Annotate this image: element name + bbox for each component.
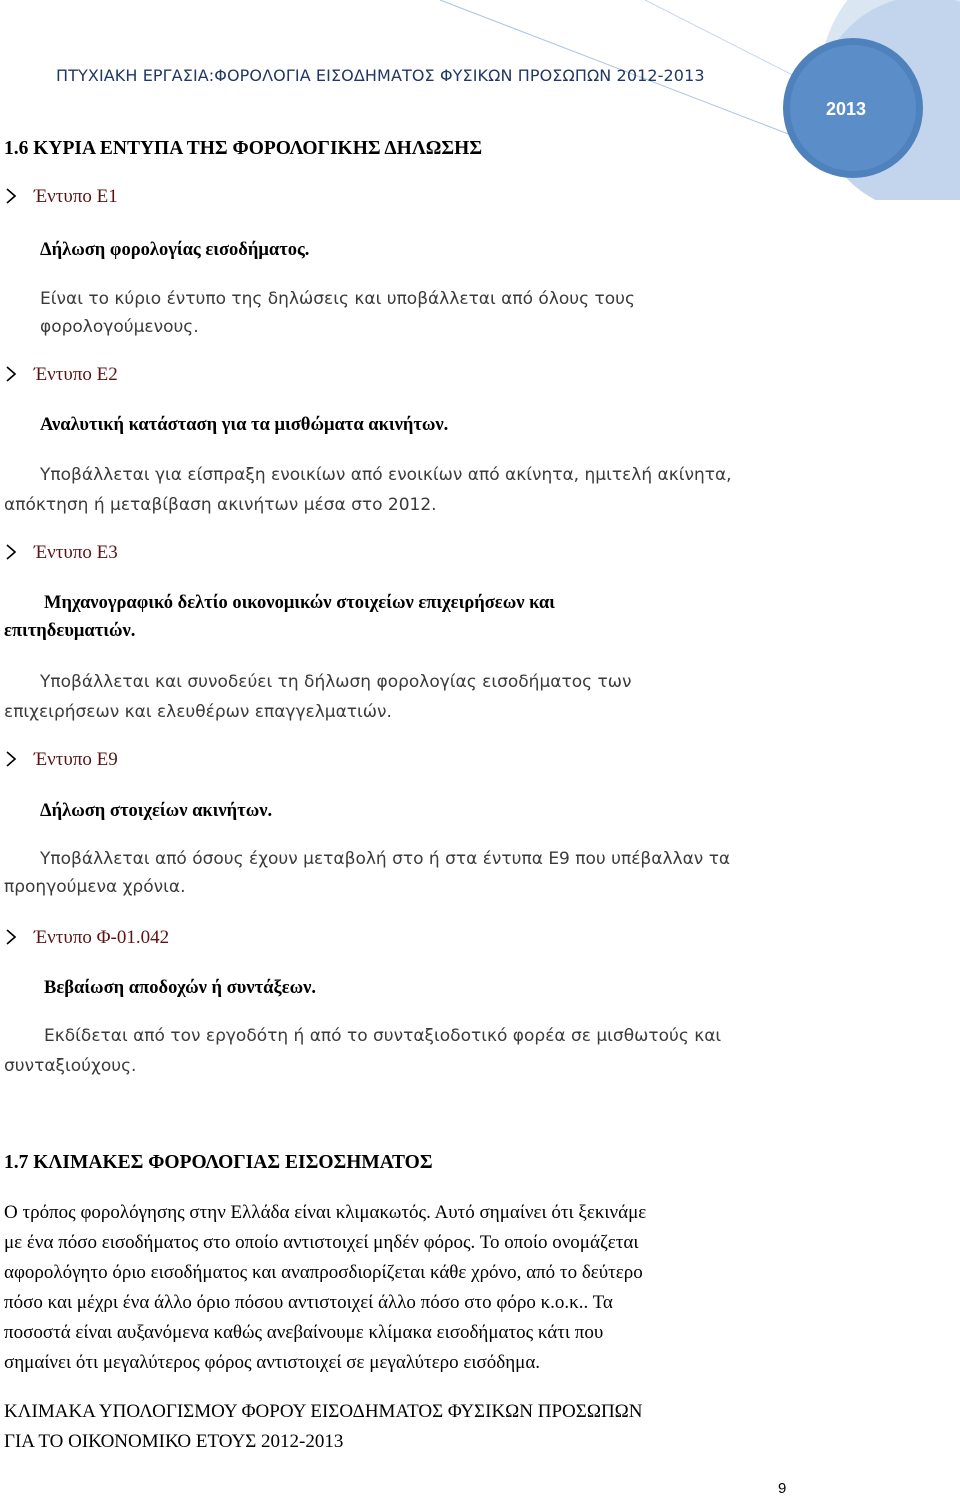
header-decoration — [0, 0, 960, 200]
form-subtitle: Αναλυτική κατάσταση για τα μισθώματα ακινήτων. — [40, 415, 449, 435]
paragraph-line: ποσοστά είναι αυξανόμενα καθώς ανεβαίνουμε κλίμακα εισοδήματος κάτι που — [4, 1322, 604, 1343]
form-name: Έντυπο Ε9 — [34, 749, 118, 770]
form-name: Έντυπο Ε3 — [34, 542, 118, 563]
form-name: Έντυπο Ε2 — [34, 364, 118, 385]
form-description-line: προηγούμενα χρόνια. — [4, 877, 186, 897]
paragraph-line: με ένα πόσο εισοδήματος στο οποίο αντιστοιχεί μηδέν φόρος. Το οποίο ονομάζεται — [4, 1232, 639, 1253]
scale-title-line: ΚΛΙΜΑΚΑ ΥΠΟΛΟΓΙΣΜΟΥ ΦΟΡΟΥ ΕΙΣΟΔΗΜΑΤΟΣ ΦΥΣΙΚΩΝ ΠΡΟΣΩΠΩΝ — [4, 1401, 643, 1422]
header-year: 2013 — [826, 99, 867, 119]
arrow-bullet-icon — [6, 188, 16, 204]
form-description-line: απόκτηση ή μεταβίβαση ακινήτων μέσα στο 2012. — [4, 495, 437, 515]
arrow-bullet-icon — [6, 366, 16, 382]
form-description-line: φορολογούμενους. — [40, 317, 199, 337]
section-heading-1-6: 1.6 ΚΥΡΙΑ ΕΝΤΥΠΑ ΤΗΣ ΦΟΡΟΛΟΓΙΚΗΣ ΔΗΛΩΣΗΣ — [4, 138, 483, 159]
arrow-bullet-icon — [6, 544, 16, 560]
form-description-line: επιχειρήσεων και ελευθέρων επαγγελματιών. — [4, 702, 392, 722]
form-subtitle: Μηχανογραφικό δελτίο οικονομικών στοιχείων επιχειρήσεων και — [44, 593, 555, 613]
scale-title-line: ΓΙΑ ΤΟ ΟΙΚΟΝΟΜΙΚΟ ΕΤΟΥΣ 2012-2013 — [4, 1431, 344, 1452]
arrow-bullet-icon — [6, 751, 16, 767]
form-description-line: συνταξιούχους. — [4, 1056, 137, 1076]
form-subtitle: επιτηδευματιών. — [4, 621, 136, 641]
paragraph-line: πόσο και μέχρι ένα άλλο όριο πόσου αντιστοιχεί άλλο πόσο στο φόρο κ.ο.κ.. Τα — [4, 1292, 613, 1313]
header-title: ΠΤΥΧΙΑΚΗ ΕΡΓΑΣΙΑ:ΦΟΡΟΛΟΓΙΑ ΕΙΣΟΔΗΜΑΤΟΣ ΦΥΣΙΚΩΝ ΠΡΟΣΩΠΩΝ 2012-2013 — [56, 66, 705, 85]
form-description-line: Υποβάλλεται για είσπραξη ενοικίων από ενοικίων από ακίνητα, ημιτελή ακίνητα, — [40, 465, 732, 485]
form-description-line: Υποβάλλεται και συνοδεύει τη δήλωση φορολογίας εισοδήματος των — [40, 672, 632, 692]
list-item-form-e1 — [6, 186, 118, 208]
form-subtitle: Δήλωση φορολογίας εισοδήματος. — [40, 240, 310, 260]
form-name: Έντυπο Ε1 — [34, 186, 118, 207]
paragraph-line: Ο τρόπος φορολόγησης στην Ελλάδα είναι κλιμακωτός. Αυτό σημαίνει ότι ξεκινάμε — [4, 1202, 647, 1223]
paragraph-line: σημαίνει ότι μεγαλύτερος φόρος αντιστοιχεί σε μεγαλύτερο εισόδημα. — [4, 1352, 541, 1373]
page-number: 9 — [778, 1480, 787, 1497]
section-heading-1-7: 1.7 ΚΛΙΜΑΚΕΣ ΦΟΡΟΛΟΓΙΑΣ ΕΙΣΟΣΗΜΑΤΟΣ — [4, 1152, 433, 1173]
form-subtitle: Δήλωση στοιχείων ακινήτων. — [40, 801, 273, 821]
list-item-form-e3 — [6, 542, 118, 564]
list-item-form-e9 — [6, 749, 118, 771]
arrow-bullet-icon — [6, 929, 16, 945]
paragraph-line: αφορολόγητο όριο εισοδήματος και αναπροσδιορίζεται κάθε χρόνο, από το δεύτερο — [4, 1262, 643, 1283]
list-item-form-f01042 — [6, 927, 169, 949]
form-description-line: Είναι το κύριο έντυπο της δηλώσεις και υποβάλλεται από όλους τους — [40, 289, 635, 309]
form-description-line: Εκδίδεται από τον εργοδότη ή από το συνταξιοδοτικό φορέα σε μισθωτούς και — [44, 1026, 722, 1046]
form-subtitle: Βεβαίωση αποδοχών ή συντάξεων. — [44, 978, 317, 998]
list-item-form-e2 — [6, 364, 118, 386]
form-name: Έντυπο Φ-01.042 — [34, 927, 170, 948]
form-description-line: Υποβάλλεται από όσους έχουν μεταβολή στο ή στα έντυπα Ε9 που υπέβαλλαν τα — [40, 849, 731, 869]
